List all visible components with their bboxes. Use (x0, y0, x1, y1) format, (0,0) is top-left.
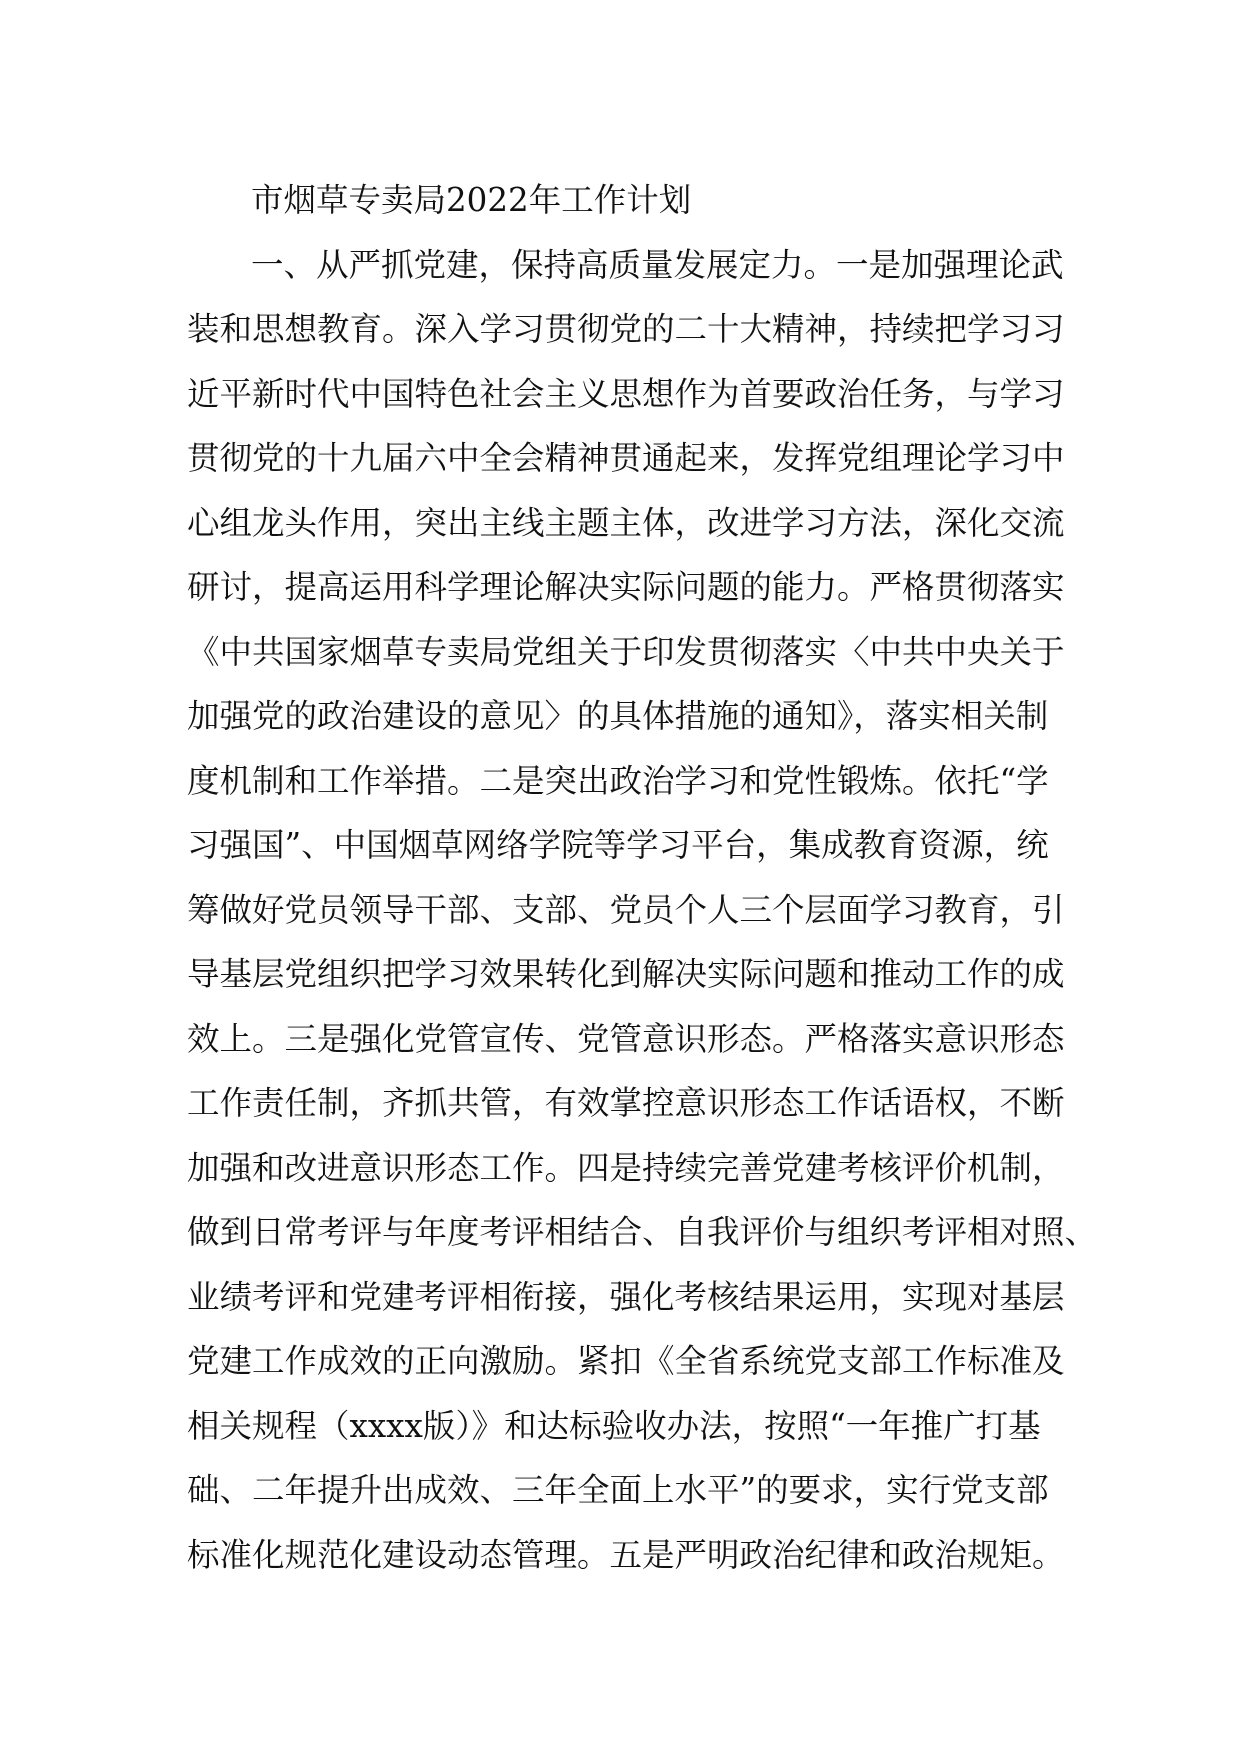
paragraph-line: 工作责任制，齐抓共管，有效掌控意识形态工作话语权，不断 (187, 1084, 1065, 1122)
paragraph-line: 加强党的政治建设的意见〉的具体措施的通知》，落实相关制 (187, 697, 1049, 735)
document-body (187, 168, 1098, 1587)
paragraph-line: 装和思想教育。深入学习贯彻党的二十大精神，持续把学习习 (187, 310, 1065, 348)
paragraph-line: 一、从严抓党建，保持高质量发展定力。一是加强理论武 (251, 245, 1064, 284)
paragraph-line: 做到日常考评与年度考评相结合、自我评价与组织考评相对照、 (187, 1213, 1098, 1251)
paragraph-line: 标准化规范化建设动态管理。五是严明政治纪律和政治规矩。 (187, 1535, 1065, 1574)
paragraph-line: 近平新时代中国特色社会主义思想作为首要政治任务，与学习 (187, 374, 1065, 413)
paragraph-line: 导基层党组织把学习效果转化到解决实际问题和推动工作的成 (187, 955, 1065, 993)
paragraph-line: 业绩考评和党建考评相衔接，强化考核结果运用，实现对基层 (187, 1277, 1065, 1316)
paragraph-line: 相关规程（xxxx版）》和达标验收办法，按照“一年推广打基 (187, 1406, 1041, 1445)
document-title: 市烟草专卖局2022年工作计划 (251, 181, 692, 219)
paragraph-line: 效上。三是强化党管宣传、党管意识形态。严格落实意识形态 (187, 1019, 1065, 1058)
paragraph-line: 党建工作成效的正向激励。紧扣《全省系统党支部工作标准及 (187, 1342, 1065, 1380)
paragraph-line: 础、二年提升出成效、三年全面上水平”的要求，实行党支部 (187, 1471, 1049, 1509)
paragraph-line: 习强国”、中国烟草网络学院等学习平台，集成教育资源，统 (187, 826, 1049, 864)
paragraph-line: 加强和改进意识形态工作。四是持续完善党建考核评价机制， (187, 1148, 1065, 1187)
paragraph-line: 研讨，提高运用科学理论解决实际问题的能力。严格贯彻落实 (187, 568, 1065, 606)
paragraph-line: 《中共国家烟草专卖局党组关于印发贯彻落实〈中共中央关于 (187, 632, 1065, 671)
paragraph-line: 贯彻党的十九届六中全会精神贯通起来，发挥党组理论学习中 (187, 439, 1065, 477)
paragraph-line: 心组龙头作用，突出主线主题主体，改进学习方法，深化交流 (187, 503, 1065, 542)
paragraph-line: 度机制和工作举措。二是突出政治学习和党性锻炼。依托“学 (187, 761, 1049, 800)
paragraph-line: 筹做好党员领导干部、支部、党员个人三个层面学习教育，引 (187, 890, 1065, 929)
